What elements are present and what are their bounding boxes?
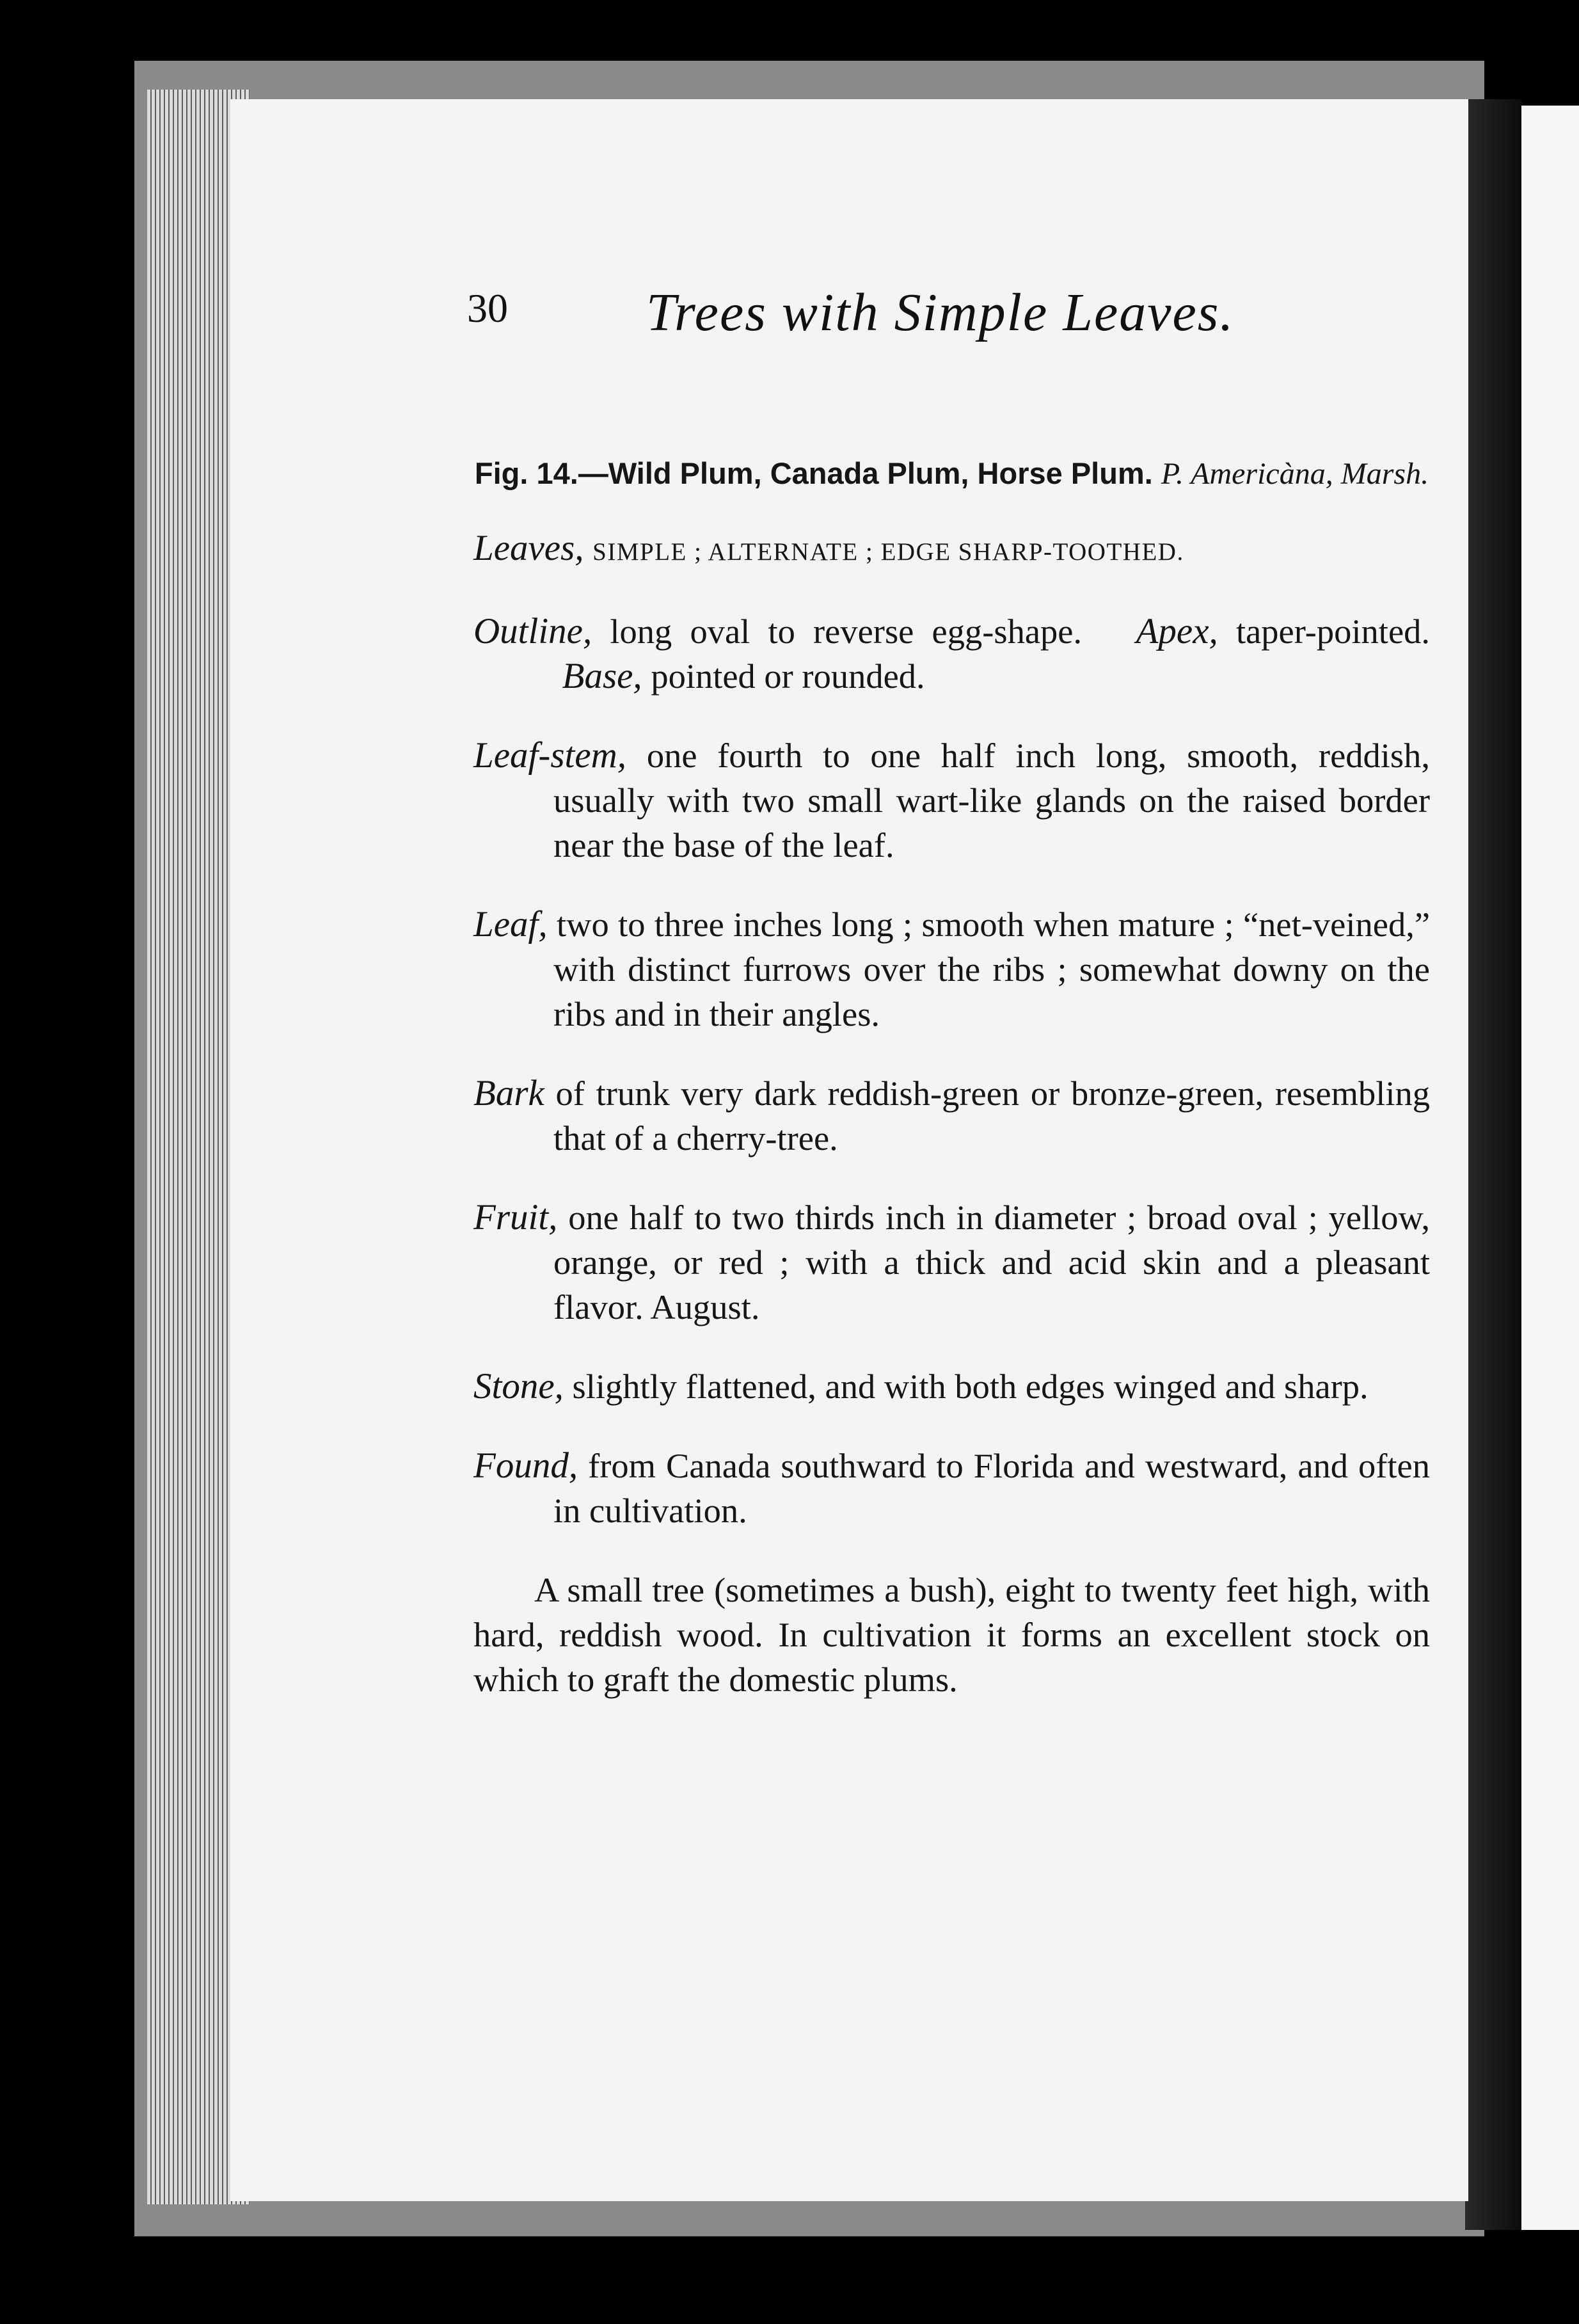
entry-term-base: Base, (562, 656, 642, 696)
entry-leaf (473, 902, 1430, 1037)
entry-term: Leaf, (473, 904, 548, 944)
entry-text: one fourth to one half inch long, smooth, reddish, usually with two small wart-like glands on the raised border near the base of the leaf. (553, 736, 1430, 864)
entry-text: one half to two thirds inch in diameter ; broad oval ; yellow, orange, or red ; with a thick and acid skin and a pleasant flavor. August. (553, 1198, 1430, 1326)
entry-text: long oval to reverse egg-shape. (610, 612, 1083, 651)
facing-page-edge (1521, 106, 1579, 2230)
figure-caption-latin-name: P. Americàna, Marsh. (1161, 457, 1429, 491)
entry-outline (473, 609, 1430, 699)
entry-leaves (473, 526, 1430, 575)
entry-text-apex: taper-pointed. (1235, 612, 1431, 651)
entry-fruit (473, 1195, 1430, 1330)
entry-term: Bark (473, 1073, 544, 1113)
entry-term: Outline, (473, 611, 592, 651)
gutter-shadow (1465, 99, 1521, 2230)
entry-text: SIMPLE ; ALTERNATE ; EDGE SHARP-TOOTHED. (592, 538, 1184, 566)
entry-text: of trunk very dark reddish-green or bronze-green, resembling that of a cherry-tree. (553, 1074, 1430, 1158)
entry-bark (473, 1071, 1430, 1161)
entry-term: Leaf-stem, (473, 735, 627, 776)
entry-term: Leaves, (473, 528, 584, 568)
entry-leaf-stem (473, 733, 1430, 868)
entry-text-base: pointed or rounded. (651, 657, 925, 696)
figure-caption-common-names: Fig. 14.—Wild Plum, Canada Plum, Horse Plum. (474, 456, 1153, 490)
page-number: 30 (467, 285, 508, 331)
entry-term: Stone, (473, 1366, 564, 1406)
entry-text: two to three inches long ; smooth when mature ; “net-veined,” with distinct furrows over the ribs ; somewhat downy on the ribs and in their angles. (553, 905, 1431, 1033)
entry-stone (473, 1364, 1430, 1409)
description-paragraph: A small tree (sometimes a bush), eight to twenty feet high, with hard, reddish wood. In cultivation it forms an excellent stock on which to graft the domestic plums. (473, 1570, 1430, 1699)
page-content (473, 451, 1430, 1702)
entry-text: from Canada southward to Florida and westward, and often in cultivation. (553, 1446, 1430, 1530)
entry-found (473, 1444, 1430, 1533)
entry-term-apex: Apex, (1136, 611, 1218, 651)
running-title: Trees with Simple Leaves. (646, 283, 1235, 342)
figure-caption (473, 451, 1430, 497)
entry-term: Found, (473, 1445, 578, 1486)
entry-text: slightly flattened, and with both edges winged and sharp. (572, 1367, 1369, 1406)
entry-term: Fruit, (473, 1197, 558, 1238)
page-header (467, 282, 1273, 342)
